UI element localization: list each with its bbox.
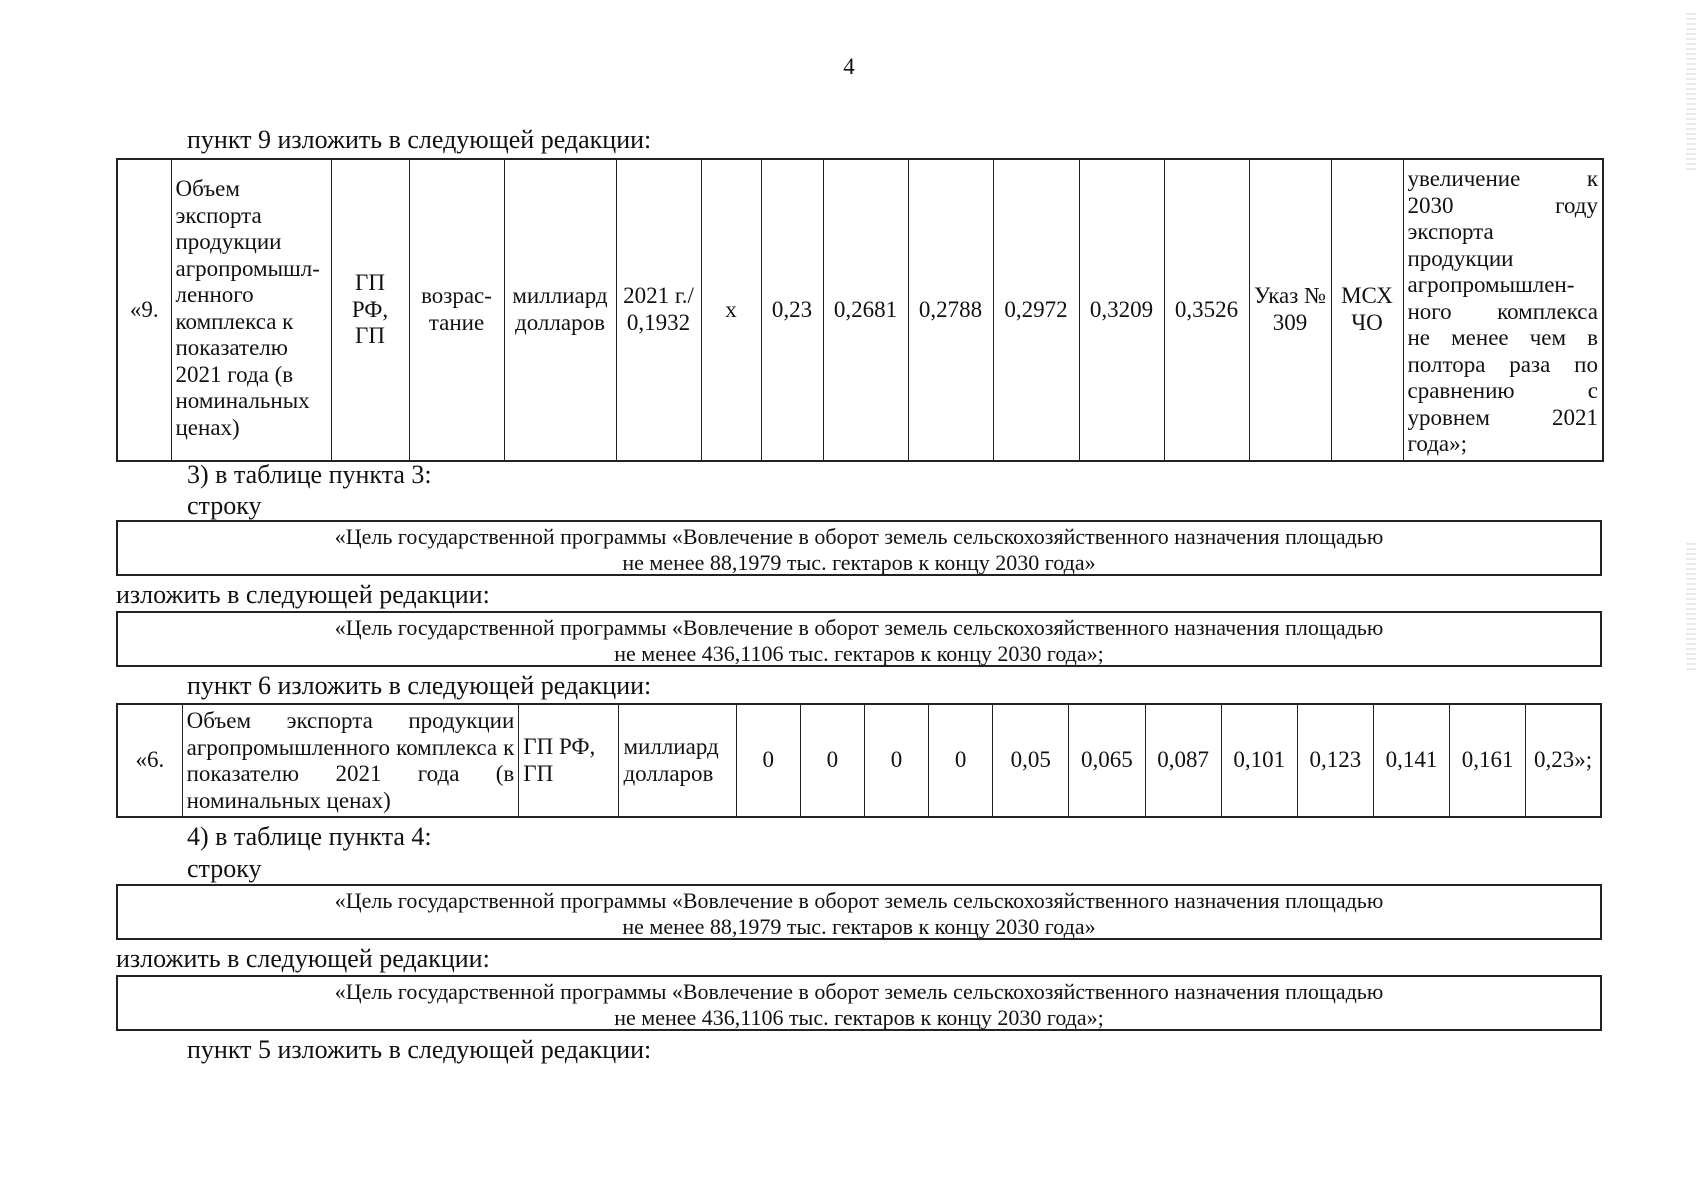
value-cell: 0 — [736, 704, 800, 817]
goal-box-new — [116, 975, 1602, 1031]
value-cell: 0,2681 — [823, 159, 908, 461]
stroku-label: строку — [187, 491, 262, 520]
value-cell: 0,161 — [1450, 704, 1526, 817]
goal-line-1: «Цель государственной программы «Вовлечение в оборот земель сельскохозяйственного назначения площадью — [334, 524, 1384, 549]
paragraph-p6-intro: пункт 6 изложить в следующей редакции: — [187, 671, 652, 700]
goal-box-old — [116, 884, 1602, 940]
goal-line-2: не менее 88,1979 тыс. гектаров к концу 2030 года» — [622, 550, 1096, 575]
unit: миллиард долларов — [504, 159, 616, 461]
izlozhit-label: изложить в следующей редакции: — [116, 944, 490, 973]
izlozhit-label: изложить в следующей редакции: — [116, 580, 490, 609]
goal-line-1: «Цель государственной программы «Вовлечение в оборот земель сельскохозяйственного назначения площадью — [334, 615, 1384, 640]
responsible: МСХ ЧО — [1331, 159, 1403, 461]
row-number: «6. — [117, 704, 182, 817]
goal-line-2: не менее 436,1106 тыс. гектаров к концу 2030 года»; — [614, 1005, 1104, 1030]
paragraph-p9-intro: пункт 9 изложить в следующей редакции: — [187, 125, 652, 154]
paragraph-3: 3) в таблице пункта 3: — [187, 460, 432, 489]
indicator-name: Объем экспорта продукции агропромышл- ленного комплекса к показателю 2021 года (в номинальных ценах) — [171, 159, 331, 461]
row-number: «9. — [117, 159, 171, 461]
value-cell: 0,23»; — [1526, 704, 1601, 817]
indicator-type: ГП РФ, ГП — [331, 159, 409, 461]
goal-box-new — [116, 611, 1602, 667]
goal-box-old — [116, 520, 1602, 576]
stroku-label: строку — [187, 854, 262, 883]
value-cell: 0 — [864, 704, 928, 817]
value-cell: 0 — [929, 704, 993, 817]
value-cell: 0,065 — [1069, 704, 1145, 817]
value-cell: 0,101 — [1221, 704, 1297, 817]
value-cell: 0,23 — [761, 159, 823, 461]
value-cell: 0,3209 — [1079, 159, 1164, 461]
base-value: 2021 г./ 0,1932 — [616, 159, 701, 461]
unit: миллиард долларов — [619, 704, 736, 817]
value-cell: 0,05 — [993, 704, 1069, 817]
value-cell: 0,087 — [1145, 704, 1221, 817]
paragraph-4: 4) в таблице пункта 4: — [187, 822, 432, 851]
value-cell: 0,141 — [1373, 704, 1449, 817]
edge-stamp-mark — [1686, 540, 1696, 670]
value-cell: 0,123 — [1297, 704, 1373, 817]
x-mark: х — [701, 159, 761, 461]
note: увеличение к 2030 году экспорта продукции агропромышлен- ного комплекса не менее чем в полтора раза по сравнению с уровнем 2021 года»; — [1403, 159, 1603, 461]
value-cell: 0,3526 — [1164, 159, 1249, 461]
edge-stamp-mark — [1686, 10, 1696, 170]
table-row-9 — [116, 158, 1604, 462]
page-number: 4 — [843, 54, 855, 79]
indicator-name: Объем экспорта продукции агропромышленного комплекса к показателю 2021 года (в номинальных ценах) — [182, 704, 519, 817]
paragraph-p5-intro: пункт 5 изложить в следующей редакции: — [187, 1035, 652, 1064]
table-row-6 — [116, 703, 1602, 818]
value-cell: 0,2972 — [993, 159, 1079, 461]
value-cell: 0,2788 — [908, 159, 993, 461]
value-cell: 0 — [800, 704, 864, 817]
goal-line-1: «Цель государственной программы «Вовлечение в оборот земель сельскохозяйственного назначения площадью — [334, 979, 1384, 1004]
document-ref: Указ № 309 — [1249, 159, 1331, 461]
goal-line-2: не менее 88,1979 тыс. гектаров к концу 2030 года» — [622, 914, 1096, 939]
indicator-trend: возрас-тание — [409, 159, 504, 461]
indicator-type: ГП РФ, ГП — [519, 704, 619, 817]
goal-line-1: «Цель государственной программы «Вовлечение в оборот земель сельскохозяйственного назначения площадью — [334, 888, 1384, 913]
goal-line-2: не менее 436,1106 тыс. гектаров к концу 2030 года»; — [614, 641, 1104, 666]
